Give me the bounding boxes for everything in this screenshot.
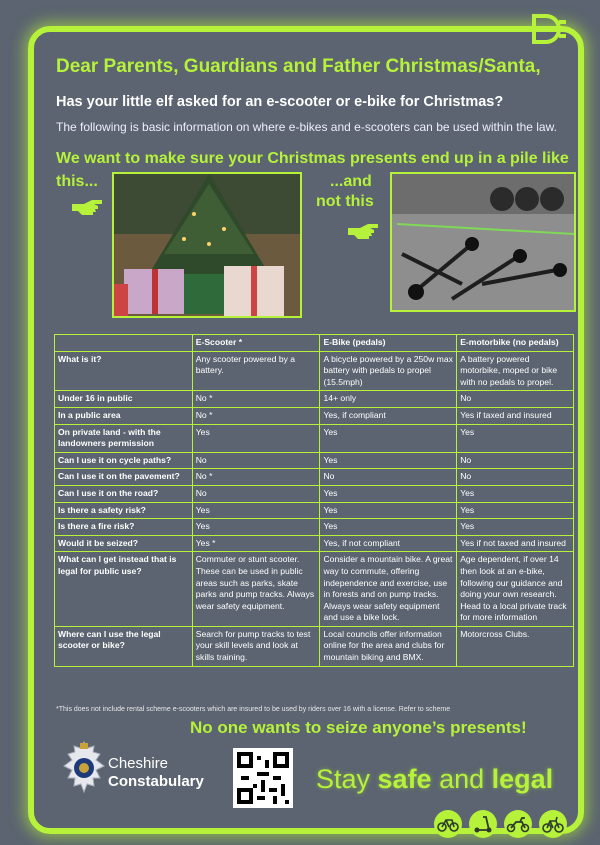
table-header: E-motorbike (no pedals) [457,335,574,352]
row-label: Where can I use the legal scooter or bike? [55,626,193,666]
table-cell: Consider a mountain bike. A great way to commute, offering independence and exercise, use in forests and on pump tracks. Always wear safety equipment and use a bike lock. [320,552,457,627]
table-cell: Yes if taxed and insured [457,407,574,424]
brand-name-line2: Constabulary [108,773,204,790]
table-cell: Yes [320,452,457,469]
row-label: On private land - with the landowners permission [55,424,193,452]
plug-icon [520,12,566,46]
police-badge-icon [60,740,108,796]
stay-safe-legal-slogan: Stay safe and legal [316,764,554,794]
table-cell: Search for pump tracks to test your skill levels and look at skills training. [192,626,320,666]
table-cell: Yes [320,485,457,502]
table-cell: Commuter or stunt scooter. These can be used in public areas such as parks, skate parks and pump tracks. Always wear safety equipment. [192,552,320,627]
transport-icons [434,810,574,838]
table-cell: 14+ only [320,391,457,408]
table-cell: Age dependent, if over 14 then look at an e-bike, following our guidance and doing your own research. Head to a local private track for more information [457,552,574,627]
table-cell: A battery powered motorbike, moped or bike with no pedals to propel. [457,351,574,391]
table-cell: Any scooter powered by a battery. [192,351,320,391]
table-cell: No [457,391,574,408]
qr-code[interactable] [233,748,293,808]
table-row [55,351,574,391]
table-header-row [55,335,574,352]
table-cell: No [457,469,574,486]
table-row [55,626,574,666]
table-cell: No [320,469,457,486]
row-label: Is there a safety risk? [55,502,193,519]
table-cell: Yes, if not compliant [320,535,457,552]
pointing-hand-icon [346,220,380,242]
table-row [55,552,574,627]
row-label: Can I use it on the road? [55,485,193,502]
ebike-icon [539,810,567,838]
and-label: ...and [330,173,372,190]
table-header [55,335,193,352]
table-row [55,391,574,408]
table-row [55,469,574,486]
intro-text: The following is basic information on where e-bikes and e-scooters can be used within the law. [56,120,557,134]
table-cell: Motorcross Clubs. [457,626,574,666]
brand-name-line1: Cheshire [108,755,169,772]
table-row [55,407,574,424]
want-heading: We want to make sure your Christmas presents end up in a pile like [56,150,569,167]
christmas-presents-photo [112,172,302,318]
pointing-hand-icon [70,196,104,218]
table-cell: Local councils offer information online for the area and clubs for mountain biking and BMX. [320,626,457,666]
table-cell: No [192,485,320,502]
table-cell: Yes [457,502,574,519]
row-label: Is there a fire risk? [55,519,193,536]
table-cell: Yes [320,424,457,452]
table-header: E-Scooter * [192,335,320,352]
table-cell: Yes [457,485,574,502]
table-cell: Yes * [192,535,320,552]
bicycle-icon [434,810,462,838]
row-label: In a public area [55,407,193,424]
table-cell: No * [192,469,320,486]
question-heading: Has your little elf asked for an e-scooter or e-bike for Christmas? [56,94,504,110]
table-header: E-Bike (pedals) [320,335,457,352]
row-label: Can I use it on cycle paths? [55,452,193,469]
table-cell: Yes [192,424,320,452]
table-cell: Yes [457,519,574,536]
table-cell: No * [192,407,320,424]
table-cell: Yes [457,424,574,452]
row-label: Can I use it on the pavement? [55,469,193,486]
table-cell: Yes [192,502,320,519]
seized-scooters-photo [390,172,576,312]
table-row [55,502,574,519]
table-cell: A bicycle powered by a 250w max battery with pedals to propel (15.5mph) [320,351,457,391]
row-label: Under 16 in public [55,391,193,408]
row-label: Would it be seized? [55,535,193,552]
table-cell: No * [192,391,320,408]
motorbike-icon [504,810,532,838]
table-cell: Yes [192,519,320,536]
this-label: this... [56,173,98,190]
scooter-icon [469,810,497,838]
table-cell: No [457,452,574,469]
slogan: No one wants to seize anyone’s presents! [190,718,527,737]
row-label: What is it? [55,351,193,391]
table-row [55,452,574,469]
table-cell: No [192,452,320,469]
table-cell: Yes [320,502,457,519]
not-this-label: not this [316,193,374,210]
table-row [55,519,574,536]
table-cell: Yes [320,519,457,536]
footnote: *This does not include rental scheme e-scooters which are insured to be used by riders over 16 with a license. Refer to scheme [56,706,451,713]
row-label: What can I get instead that is legal for public use? [55,552,193,627]
table-row [55,485,574,502]
table-cell: Yes, if compliant [320,407,457,424]
page-title: Dear Parents, Guardians and Father Christmas/Santa, [56,56,541,77]
table-row [55,424,574,452]
table-row [55,535,574,552]
rules-table [54,334,574,667]
table-cell: Yes if not taxed and insured [457,535,574,552]
